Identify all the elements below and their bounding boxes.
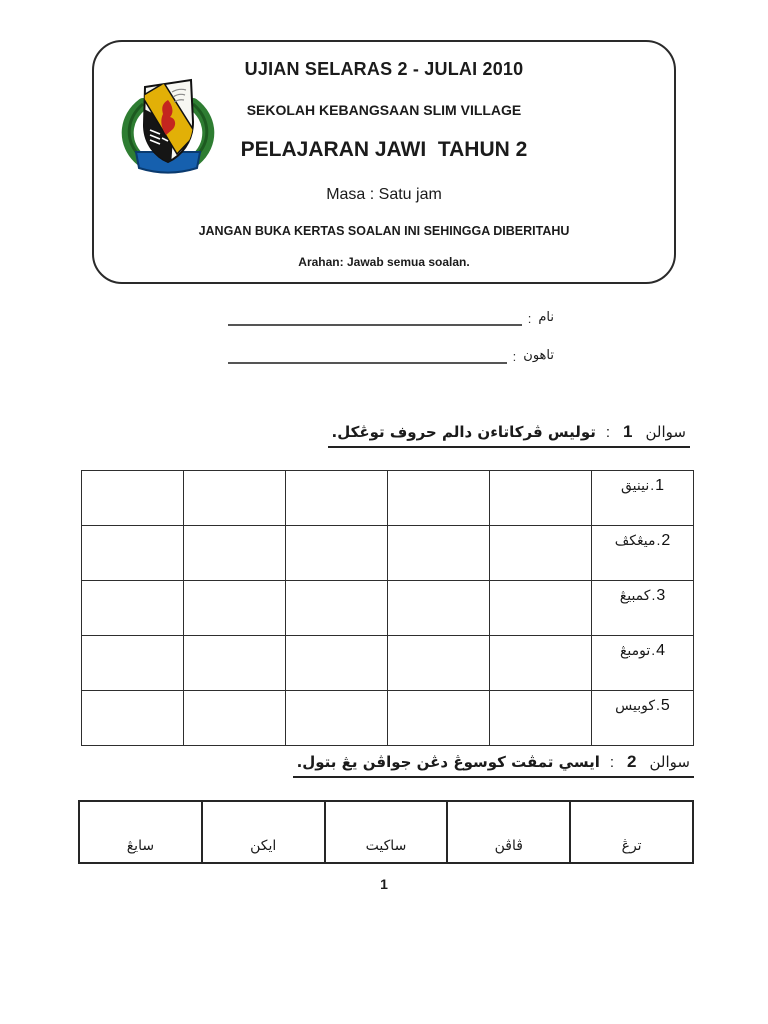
q1-answer-cell — [82, 526, 184, 581]
q1-answer-cell — [184, 636, 286, 691]
q1-answer-cell — [286, 691, 388, 746]
q1-answer-cell — [490, 581, 592, 636]
class-colon: : — [512, 349, 517, 364]
q1-row-1 — [82, 471, 694, 526]
q1-row-3 — [82, 581, 694, 636]
school-name: SEKOLAH KEBANGSAAN SLIM VILLAGE — [246, 102, 522, 118]
q1-word-cell — [592, 581, 694, 636]
question2-heading — [293, 752, 694, 778]
question2-word-bank — [78, 800, 694, 864]
question2-number: 2 — [627, 752, 637, 771]
class-fill-line — [228, 346, 507, 364]
q1-answer-cell — [388, 581, 490, 636]
question1-colon: : — [605, 424, 611, 441]
q1-answer-cell — [184, 581, 286, 636]
q1-item-dot: . — [650, 477, 655, 493]
q1-answer-cell — [184, 691, 286, 746]
q1-answer-cell — [82, 581, 184, 636]
question2-instruction: ايسي تمڤت كوسوڠ دڠن جواڤن يڠ بتول. — [296, 753, 600, 771]
q1-item-dot: . — [656, 697, 660, 713]
q1-answer-cell — [82, 691, 184, 746]
q1-word-cell — [592, 691, 694, 746]
q1-item-word: كمبيڠ — [619, 588, 651, 604]
q1-word-cell — [592, 636, 694, 691]
q1-answer-cell — [490, 471, 592, 526]
question1-instruction: توليس ڤركاتاءن دالم حروف توڠكل. — [331, 423, 596, 441]
q1-answer-cell — [184, 471, 286, 526]
q2-word-cell: ڤاڤن — [447, 801, 570, 863]
question1-heading — [328, 422, 690, 448]
q1-answer-cell — [388, 691, 490, 746]
q1-row-2 — [82, 526, 694, 581]
q1-item-word: كوبيس — [615, 698, 656, 714]
name-label: نام — [538, 310, 554, 325]
q1-answer-cell — [388, 471, 490, 526]
q1-item-number: 2 — [661, 532, 671, 549]
q2-word-cell: سايڠ — [79, 801, 202, 863]
q2-word-cell: ايكن — [202, 801, 325, 863]
q1-item-word: ميڠكڤ — [614, 533, 656, 549]
question2-colon: : — [609, 754, 615, 771]
q1-item-number: 1 — [655, 477, 665, 494]
class-field-row — [228, 346, 554, 364]
name-field-row — [228, 308, 554, 326]
q2-word-cell: ترڠ — [570, 801, 693, 863]
q1-item-dot: . — [656, 532, 661, 548]
q1-item-number: 3 — [656, 587, 666, 604]
class-label: تاهون — [523, 348, 554, 363]
name-colon: : — [527, 311, 532, 326]
q1-row-4 — [82, 636, 694, 691]
q1-item-word: نينيق — [620, 478, 650, 494]
q2-word-cell: ساكيت — [325, 801, 448, 863]
q1-answer-cell — [286, 471, 388, 526]
q1-answer-cell — [490, 691, 592, 746]
q1-item-dot: . — [651, 642, 656, 658]
subject-title: PELAJARAN JAWI TAHUN 2 — [240, 138, 528, 161]
name-fill-line — [228, 308, 522, 326]
q1-answer-cell — [490, 636, 592, 691]
warning-text: JANGAN BUKA KERTAS SOALAN INI SEHINGGA DIBERITAHU — [198, 224, 570, 238]
q1-answer-cell — [184, 526, 286, 581]
question1-table — [81, 470, 694, 746]
q1-row-5 — [82, 691, 694, 746]
q1-answer-cell — [388, 526, 490, 581]
duration-text: Masa : Satu jam — [326, 186, 442, 203]
question1-word: سوالن — [645, 423, 686, 441]
q1-answer-cell — [286, 526, 388, 581]
q1-word-cell — [592, 471, 694, 526]
q1-item-dot: . — [651, 587, 656, 603]
q1-answer-cell — [490, 526, 592, 581]
question1-number: 1 — [623, 422, 633, 441]
q1-item-number: 5 — [660, 697, 670, 714]
q1-answer-cell — [82, 636, 184, 691]
q2-row — [79, 801, 693, 863]
question2-word: سوالن — [649, 753, 690, 771]
q1-item-word: تومبڠ — [619, 643, 651, 659]
q1-word-cell — [592, 526, 694, 581]
q1-answer-cell — [286, 581, 388, 636]
q1-item-number: 4 — [656, 642, 666, 659]
exam-title: UJIAN SELARAS 2 - JULAI 2010 — [244, 59, 524, 79]
exam-header-box — [92, 40, 676, 284]
q1-answer-cell — [286, 636, 388, 691]
q1-answer-cell — [388, 636, 490, 691]
q1-answer-cell — [82, 471, 184, 526]
instruction-text: Arahan: Jawab semua soalan. — [298, 255, 470, 269]
page-number: 1 — [380, 876, 388, 892]
